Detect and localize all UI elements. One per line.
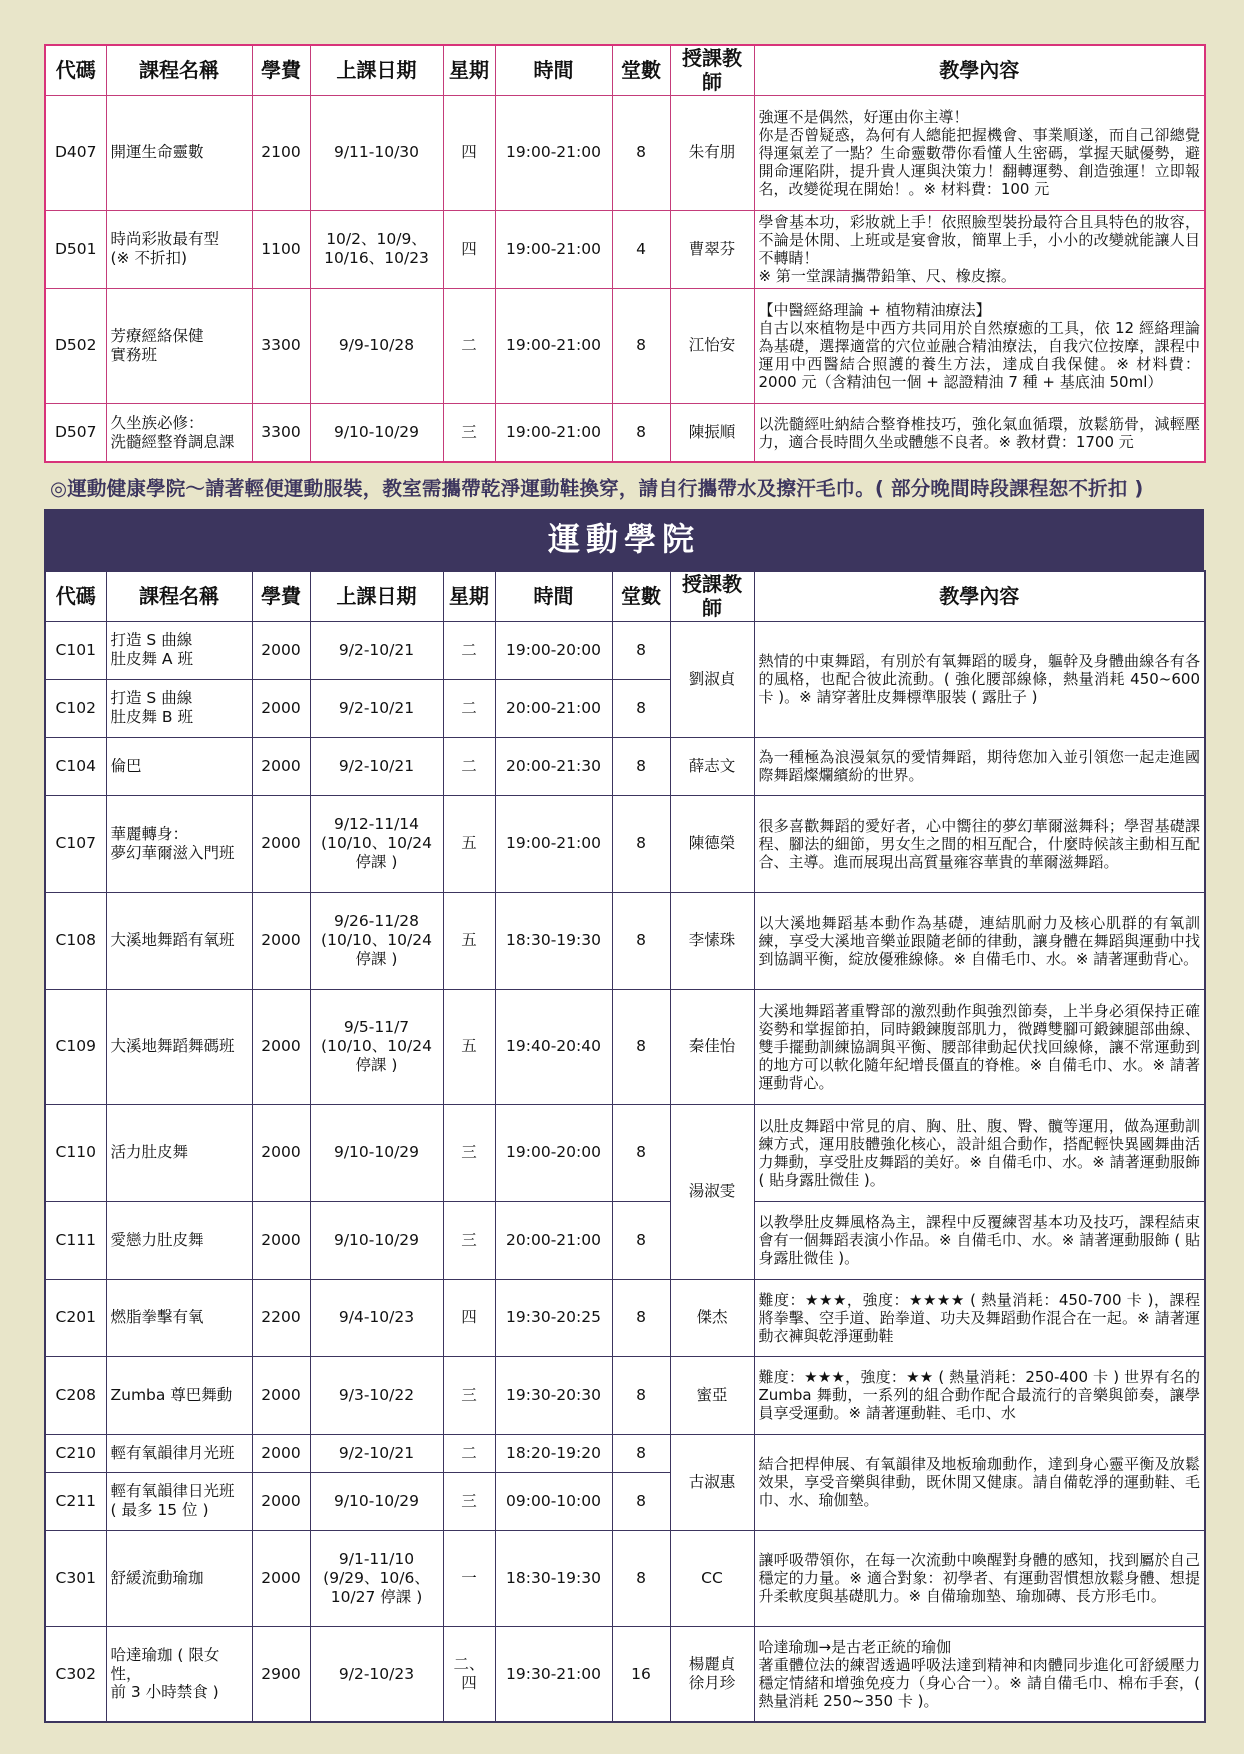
course-sessions: 8	[612, 1434, 670, 1472]
course-fee: 2000	[252, 1472, 310, 1530]
course-date: 10/2、10/9、 10/16、10/23	[310, 210, 443, 288]
header-sessions: 堂數	[612, 45, 670, 95]
course-time: 19:00-21:00	[495, 795, 612, 892]
table-row	[45, 288, 1205, 403]
table-row	[45, 989, 1205, 1104]
header-content: 教學內容	[754, 45, 1205, 95]
course-code: C111	[45, 1201, 106, 1279]
course-time: 19:00-20:00	[495, 621, 612, 679]
course-sessions: 8	[612, 95, 670, 210]
course-date: 9/3-10/22	[310, 1356, 443, 1434]
course-fee: 2000	[252, 1434, 310, 1472]
course-weekday: 三	[443, 1472, 495, 1530]
course-teacher: 朱有朋	[670, 95, 754, 210]
course-fee: 2900	[252, 1626, 310, 1722]
course-sessions: 8	[612, 1530, 670, 1626]
course-teacher: 江怡安	[670, 288, 754, 403]
course-code: C108	[45, 892, 106, 989]
table-row	[45, 210, 1205, 288]
course-content: 以洗髓經吐納結合整脊椎技巧，強化氣血循環，放鬆筋骨，減輕壓力，適合長時間久坐或體態不良者。※ 教材費：1700 元	[754, 403, 1205, 462]
course-fee: 2000	[252, 892, 310, 989]
course-sessions: 8	[612, 1201, 670, 1279]
course-date: 9/10-10/29	[310, 403, 443, 462]
course-date: 9/26-11/28 (10/10、10/24 停課 )	[310, 892, 443, 989]
header-fee: 學費	[252, 45, 310, 95]
course-code: C104	[45, 737, 106, 795]
table-row	[45, 1434, 1205, 1472]
header-teacher: 授課教師	[670, 571, 754, 621]
course-weekday: 二	[443, 737, 495, 795]
course-sessions: 8	[612, 1279, 670, 1356]
course-name: 輕有氧韻律日光班 ( 最多 15 位 )	[106, 1472, 252, 1530]
course-teacher: 曹翠芬	[670, 210, 754, 288]
course-name: 時尚彩妝最有型 (※ 不折扣)	[106, 210, 252, 288]
course-teacher: 劉淑貞	[670, 621, 754, 737]
course-name: 大溪地舞蹈有氧班	[106, 892, 252, 989]
course-name: Zumba 尊巴舞動	[106, 1356, 252, 1434]
course-content: 難度：★★★，強度：★★ ( 熱量消耗：250-400 卡 ) 世界有名的 Zumba 舞動，一系列的組合動作配合最流行的音樂與節奏，讓學員享受運動。※ 請著運動鞋、毛巾、水	[754, 1356, 1205, 1434]
table-row	[45, 403, 1205, 462]
course-name: 久坐族必修： 洗髓經整脊調息課	[106, 403, 252, 462]
header-time: 時間	[495, 571, 612, 621]
top-course-table	[44, 44, 1206, 463]
course-date: 9/12-11/14 (10/10、10/24 停課 )	[310, 795, 443, 892]
course-time: 18:20-19:20	[495, 1434, 612, 1472]
course-code: D507	[45, 403, 106, 462]
course-teacher: CC	[670, 1530, 754, 1626]
course-teacher: 蜜亞	[670, 1356, 754, 1434]
course-content: 大溪地舞蹈著重臀部的激烈動作與強烈節奏，上半身必須保持正確姿勢和掌握節拍，同時鍛鍊腹部肌力，微蹲雙腳可鍛鍊腿部曲線、雙手擺動訓練協調與平衡、腰部律動起伏找回線條，讓不常運動到的地方可以軟化隨年紀增長僵直的脊椎。※ 自備毛巾、水。※ 請著運動背心。	[754, 989, 1205, 1104]
course-teacher: 古淑惠	[670, 1434, 754, 1530]
course-date: 9/10-10/29	[310, 1201, 443, 1279]
course-name: 開運生命靈數	[106, 95, 252, 210]
header-code: 代碼	[45, 571, 106, 621]
course-content: 以肚皮舞蹈中常見的肩、胸、肚、腹、臀、髖等運用，做為運動訓練方式，運用肢體強化核心，設計組合動作，搭配輕快異國舞曲活力舞動，享受肚皮舞蹈的美好。※ 自備毛巾、水。※ 請著運動服飾 ( 貼身露肚微佳 )。	[754, 1104, 1205, 1201]
header-course-name: 課程名稱	[106, 571, 252, 621]
course-time: 09:00-10:00	[495, 1472, 612, 1530]
course-code: C302	[45, 1626, 106, 1722]
course-weekday: 一	[443, 1530, 495, 1626]
course-sessions: 16	[612, 1626, 670, 1722]
course-content: 哈達瑜珈→是古老正統的瑜伽 著重體位法的練習透過呼吸法達到精神和肉體同步進化可舒緩壓力穩定情緒和增強免疫力（身心合一）。※ 請自備毛巾、棉布手套，( 熱量消耗 250~350 卡 )。	[754, 1626, 1205, 1722]
course-name: 燃脂拳擊有氧	[106, 1279, 252, 1356]
table-row	[45, 1530, 1205, 1626]
sport-course-table	[44, 570, 1206, 1723]
course-date: 9/2-10/23	[310, 1626, 443, 1722]
course-fee: 3300	[252, 403, 310, 462]
course-sessions: 8	[612, 403, 670, 462]
header-fee: 學費	[252, 571, 310, 621]
course-code: C208	[45, 1356, 106, 1434]
course-date: 9/9-10/28	[310, 288, 443, 403]
course-fee: 2000	[252, 989, 310, 1104]
course-fee: 1100	[252, 210, 310, 288]
course-fee: 2000	[252, 679, 310, 737]
course-sessions: 8	[612, 1356, 670, 1434]
course-weekday: 四	[443, 95, 495, 210]
course-weekday: 二	[443, 679, 495, 737]
course-time: 19:40-20:40	[495, 989, 612, 1104]
table-row	[45, 1201, 1205, 1279]
header-sessions: 堂數	[612, 571, 670, 621]
course-name: 芳療經絡保健 實務班	[106, 288, 252, 403]
course-time: 19:00-21:00	[495, 288, 612, 403]
course-content: 強運不是偶然，好運由你主導！ 你是否曾疑惑，為何有人總能把握機會、事業順遂，而自己卻總覺得運氣差了一點？生命靈數帶你看懂人生密碼，掌握天賦優勢，避開命運陷阱，提升貴人運與決策力！翻轉運勢、創造強運！立即報名，改變從現在開始！。※ 材料費：100 元	[754, 95, 1205, 210]
header-content: 教學內容	[754, 571, 1205, 621]
course-name: 華麗轉身： 夢幻華爾滋入門班	[106, 795, 252, 892]
course-teacher: 湯淑雯	[670, 1104, 754, 1279]
course-sessions: 4	[612, 210, 670, 288]
course-time: 20:00-21:30	[495, 737, 612, 795]
course-fee: 2000	[252, 1104, 310, 1201]
course-name: 打造 S 曲線 肚皮舞 B 班	[106, 679, 252, 737]
course-teacher: 李愫珠	[670, 892, 754, 989]
course-weekday: 三	[443, 1104, 495, 1201]
course-date: 9/5-11/7 (10/10、10/24 停課 )	[310, 989, 443, 1104]
course-name: 打造 S 曲線 肚皮舞 A 班	[106, 621, 252, 679]
course-weekday: 三	[443, 403, 495, 462]
course-content: 以大溪地舞蹈基本動作為基礎，連結肌耐力及核心肌群的有氧訓練，享受大溪地音樂並跟隨老師的律動，讓身體在舞蹈與運動中找到協調平衡，綻放優雅線條。※ 自備毛巾、水。※ 請著運動背心。	[754, 892, 1205, 989]
course-fee: 2000	[252, 1356, 310, 1434]
course-sessions: 8	[612, 288, 670, 403]
course-code: C102	[45, 679, 106, 737]
course-date: 9/10-10/29	[310, 1472, 443, 1530]
course-code: D501	[45, 210, 106, 288]
course-name: 倫巴	[106, 737, 252, 795]
course-weekday: 四	[443, 210, 495, 288]
course-name: 大溪地舞蹈舞碼班	[106, 989, 252, 1104]
course-fee: 2000	[252, 1530, 310, 1626]
course-content: 學會基本功，彩妝就上手！依照臉型裝扮最符合且具特色的妝容，不論是休閒、上班或是宴會妝，簡單上手，小小的改變就能讓人目不轉睛！ ※ 第一堂課請攜帶鉛筆、尺、橡皮擦。	[754, 210, 1205, 288]
course-time: 20:00-21:00	[495, 1201, 612, 1279]
course-code: C210	[45, 1434, 106, 1472]
course-teacher: 傑杰	[670, 1279, 754, 1356]
header-weekday: 星期	[443, 571, 495, 621]
course-code: C211	[45, 1472, 106, 1530]
course-name: 愛戀力肚皮舞	[106, 1201, 252, 1279]
table-row	[45, 1626, 1205, 1722]
course-date: 9/1-11/10 (9/29、10/6、 10/27 停課 )	[310, 1530, 443, 1626]
header-code: 代碼	[45, 45, 106, 95]
course-date: 9/2-10/21	[310, 679, 443, 737]
course-content: 熱情的中東舞蹈，有別於有氧舞蹈的暖身，軀幹及身體曲線各有各的風格，也配合彼此流動。( 強化腰部線條，熱量消耗 450~600 卡 )。※ 請穿著肚皮舞標準服裝 ( 露肚子 )	[754, 621, 1205, 737]
course-sessions: 8	[612, 989, 670, 1104]
course-teacher: 秦佳怡	[670, 989, 754, 1104]
course-content: 難度：★★★，強度：★★★★ ( 熱量消耗：450-700 卡 )，課程將拳擊、空手道、跆拳道、功夫及舞蹈動作混合在一起。※ 請著運動衣褲與乾淨運動鞋	[754, 1279, 1205, 1356]
course-date: 9/11-10/30	[310, 95, 443, 210]
course-weekday: 二	[443, 1434, 495, 1472]
course-weekday: 二	[443, 621, 495, 679]
course-name: 活力肚皮舞	[106, 1104, 252, 1201]
course-time: 19:30-20:25	[495, 1279, 612, 1356]
course-code: C107	[45, 795, 106, 892]
course-teacher: 薛志文	[670, 737, 754, 795]
course-code: D407	[45, 95, 106, 210]
course-name: 哈達瑜珈 ( 限女性， 前 3 小時禁食 )	[106, 1626, 252, 1722]
course-name: 舒緩流動瑜珈	[106, 1530, 252, 1626]
course-time: 20:00-21:00	[495, 679, 612, 737]
course-weekday: 二	[443, 288, 495, 403]
course-content: 以教學肚皮舞風格為主，課程中反覆練習基本功及技巧，課程結束會有一個舞蹈表演小作品。※ 自備毛巾、水。※ 請著運動服飾 ( 貼身露肚微佳 )。	[754, 1201, 1205, 1279]
table-row	[45, 95, 1205, 210]
course-weekday: 二、 四	[443, 1626, 495, 1722]
course-date: 9/4-10/23	[310, 1279, 443, 1356]
course-weekday: 五	[443, 989, 495, 1104]
course-sessions: 8	[612, 795, 670, 892]
notice-text: ◎運動健康學院～請著輕便運動服裝，教室需攜帶乾淨運動鞋換穿，請自行攜帶水及擦汗毛巾。( 部分晚間時段課程恕不折扣 )	[50, 477, 1144, 500]
course-date: 9/2-10/21	[310, 1434, 443, 1472]
course-code: D502	[45, 288, 106, 403]
course-date: 9/2-10/21	[310, 737, 443, 795]
course-fee: 3300	[252, 288, 310, 403]
course-code: C201	[45, 1279, 106, 1356]
table-row	[45, 621, 1205, 679]
course-content: 讓呼吸帶領你，在每一次流動中喚醒對身體的感知，找到屬於自己穩定的力量。※ 適合對象：初學者、有運動習慣想放鬆身體、想提升柔軟度與基礎肌力。※ 自備瑜珈墊、瑜珈磚、長方形毛巾。	[754, 1530, 1205, 1626]
course-weekday: 五	[443, 795, 495, 892]
course-time: 19:00-21:00	[495, 403, 612, 462]
course-time: 19:00-21:00	[495, 210, 612, 288]
header-teacher: 授課教師	[670, 45, 754, 95]
course-code: C101	[45, 621, 106, 679]
course-code: C109	[45, 989, 106, 1104]
course-fee: 2000	[252, 1201, 310, 1279]
course-content: 為一種極為浪漫氣氛的愛情舞蹈，期待您加入並引領您一起走進國際舞蹈燦爛繽紛的世界。	[754, 737, 1205, 795]
course-content: 很多喜歡舞蹈的愛好者，心中嚮往的夢幻華爾滋舞科；學習基礎課程、腳法的細節，男女生之間的相互配合，什麼時候該主動相互配合、主導。進而展現出高質量雍容華貴的華爾滋舞蹈。	[754, 795, 1205, 892]
course-sessions: 8	[612, 737, 670, 795]
course-time: 19:30-20:30	[495, 1356, 612, 1434]
header-time: 時間	[495, 45, 612, 95]
course-time: 19:00-20:00	[495, 1104, 612, 1201]
course-sessions: 8	[612, 1472, 670, 1530]
course-fee: 2000	[252, 621, 310, 679]
course-code: C301	[45, 1530, 106, 1626]
course-code: C110	[45, 1104, 106, 1201]
table-row	[45, 1279, 1205, 1356]
course-fee: 2100	[252, 95, 310, 210]
course-date: 9/2-10/21	[310, 621, 443, 679]
course-teacher: 陳振順	[670, 403, 754, 462]
course-content: 結合把桿伸展、有氧韻律及地板瑜珈動作，達到身心靈平衡及放鬆效果，享受音樂與律動，既休閒又健康。請自備乾淨的運動鞋、毛巾、水、瑜伽墊。	[754, 1434, 1205, 1530]
course-sessions: 8	[612, 679, 670, 737]
header-date: 上課日期	[310, 45, 443, 95]
course-date: 9/10-10/29	[310, 1104, 443, 1201]
course-teacher: 陳德榮	[670, 795, 754, 892]
table-row	[45, 795, 1205, 892]
table-row	[45, 737, 1205, 795]
course-weekday: 三	[443, 1356, 495, 1434]
course-fee: 2200	[252, 1279, 310, 1356]
table-header-row	[45, 571, 1205, 621]
course-sessions: 8	[612, 621, 670, 679]
header-weekday: 星期	[443, 45, 495, 95]
section-title: 運動學院	[44, 509, 1204, 570]
course-time: 18:30-19:30	[495, 892, 612, 989]
table-row	[45, 892, 1205, 989]
course-weekday: 四	[443, 1279, 495, 1356]
course-time: 18:30-19:30	[495, 1530, 612, 1626]
course-weekday: 五	[443, 892, 495, 989]
table-header-row	[45, 45, 1205, 95]
course-sessions: 8	[612, 1104, 670, 1201]
table-row	[45, 1356, 1205, 1434]
course-time: 19:00-21:00	[495, 95, 612, 210]
course-fee: 2000	[252, 795, 310, 892]
course-weekday: 三	[443, 1201, 495, 1279]
course-sessions: 8	[612, 892, 670, 989]
table-row	[45, 1104, 1205, 1201]
header-course-name: 課程名稱	[106, 45, 252, 95]
course-content: 【中醫經絡理論 + 植物精油療法】 自古以來植物是中西方共同用於自然療癒的工具，依 12 經絡理論為基礎，選擇適當的穴位並融合精油療法，自我穴位按摩，課程中運用中西醫結合照護的養生方法，達成自我保健。※ 材料費：2000 元（含精油包一個 + 認證精油 7 種 + 基底油 50ml）	[754, 288, 1205, 403]
course-teacher: 楊麗貞 徐月珍	[670, 1626, 754, 1722]
course-fee: 2000	[252, 737, 310, 795]
course-time: 19:30-21:00	[495, 1626, 612, 1722]
course-name: 輕有氧韻律月光班	[106, 1434, 252, 1472]
header-date: 上課日期	[310, 571, 443, 621]
